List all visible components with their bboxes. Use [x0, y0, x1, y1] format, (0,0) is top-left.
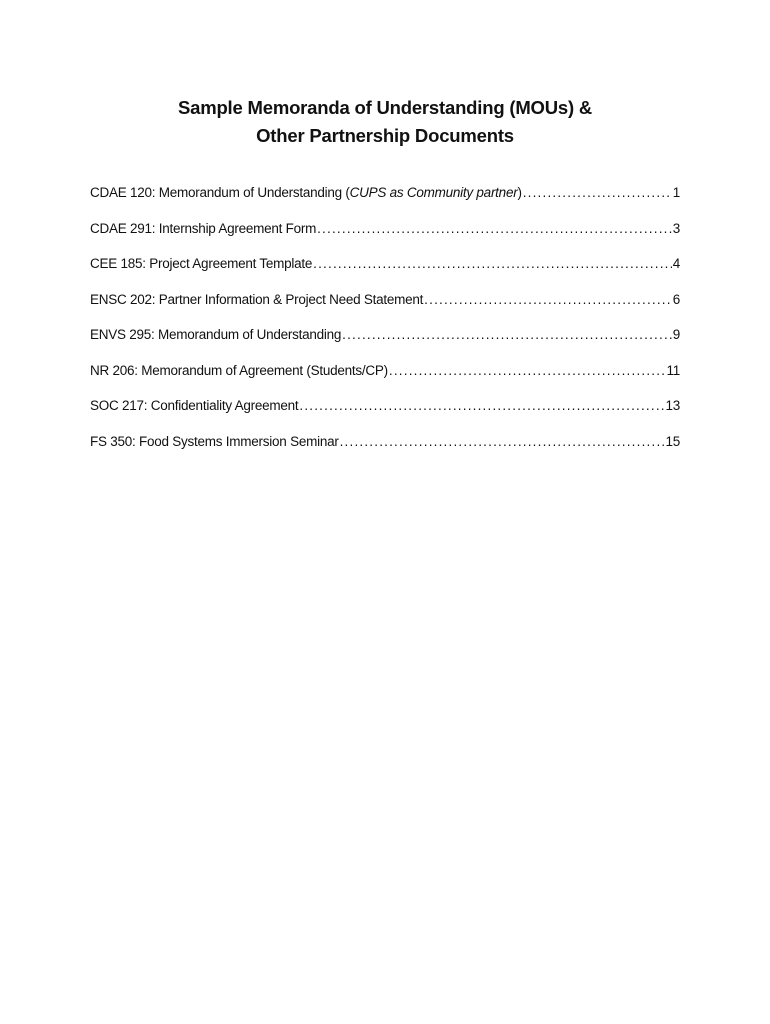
title-line-1: Sample Memoranda of Understanding (MOUs) & — [177, 97, 593, 118]
document-title — [0, 94, 770, 150]
toc-dot-leader — [424, 290, 672, 310]
toc-entry-label: CDAE 291: Internship Agreement Form — [90, 220, 317, 236]
toc-entry-label: FS 350: Food Systems Immersion Seminar — [90, 433, 339, 449]
toc-page-number: 9 — [672, 327, 680, 342]
toc-entry-ensc-202 — [90, 290, 680, 326]
toc-page-number: 6 — [672, 291, 680, 307]
toc-entry-nr-206 — [90, 361, 680, 397]
toc-entry-cee-185 — [90, 254, 680, 290]
toc-dot-leader — [342, 325, 672, 345]
toc-entry-label: CDAE 120: Memorandum of Understanding (CUPS as Community partner) — [90, 185, 522, 200]
toc-entry-label: CEE 185: Project Agreement Template — [90, 256, 313, 271]
toc-entry-cdae-120 — [90, 183, 680, 219]
toc-dot-leader — [299, 396, 664, 416]
toc-dot-leader — [313, 254, 672, 274]
toc-dot-leader — [389, 361, 666, 381]
toc-entry-label: NR 206: Memorandum of Agreement (Students/CP) — [90, 362, 388, 378]
toc-entry-label: ENSC 202: Partner Information & Project Need Statement — [90, 291, 424, 307]
toc-entry-soc-217 — [90, 396, 680, 432]
toc-dot-leader — [340, 432, 665, 452]
toc-page-number: 3 — [672, 220, 680, 236]
toc-page-number: 4 — [672, 256, 680, 271]
toc-page-number: 11 — [666, 362, 680, 378]
toc-entry-envs-295 — [90, 325, 680, 361]
toc-page-number: 15 — [665, 433, 680, 449]
table-of-contents — [90, 183, 680, 467]
toc-entry-label: ENVS 295: Memorandum of Understanding — [90, 327, 342, 342]
toc-page-number: 13 — [665, 398, 680, 413]
toc-entry-label: SOC 217: Confidentiality Agreement — [90, 398, 299, 413]
toc-dot-leader — [523, 183, 672, 203]
toc-entry-emphasis: CUPS as Community partner — [349, 185, 518, 200]
toc-entry-cdae-291 — [90, 219, 680, 255]
toc-page-number: 1 — [672, 185, 680, 200]
toc-entry-fs-350 — [90, 432, 680, 468]
title-line-2: Other Partnership Documents — [256, 125, 514, 146]
toc-dot-leader — [317, 219, 672, 239]
